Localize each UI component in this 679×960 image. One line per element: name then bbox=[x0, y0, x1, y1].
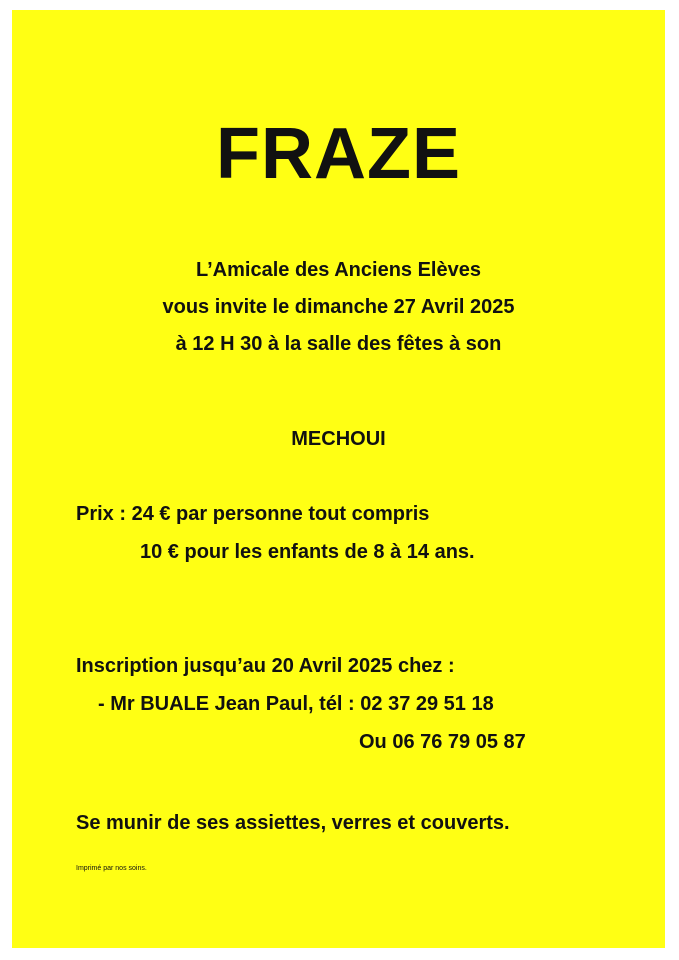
poster-title: FRAZE bbox=[216, 114, 461, 194]
price-child: 10 € pour les enfants de 8 à 14 ans. bbox=[140, 541, 475, 563]
contact-alt-phone: Ou 06 76 79 05 87 bbox=[359, 731, 526, 753]
invitation-line-1: L’Amicale des Anciens Elèves bbox=[196, 259, 481, 281]
contact-person: - Mr BUALE Jean Paul, tél : 02 37 29 51 18 bbox=[98, 693, 494, 715]
price-adult: Prix : 24 € par personne tout compris bbox=[76, 503, 430, 525]
invitation-line-2: vous invite le dimanche 27 Avril 2025 bbox=[162, 296, 515, 318]
reminder-text: Se munir de ses assiettes, verres et couverts. bbox=[76, 812, 510, 834]
registration-deadline: Inscription jusqu’au 20 Avril 2025 chez : bbox=[76, 655, 455, 677]
invitation-line-3: à 12 H 30 à la salle des fêtes à son bbox=[175, 333, 502, 355]
event-name: MECHOUI bbox=[291, 428, 386, 450]
poster-sheet bbox=[12, 10, 665, 948]
printed-note: Imprimé par nos soins. bbox=[76, 865, 147, 872]
